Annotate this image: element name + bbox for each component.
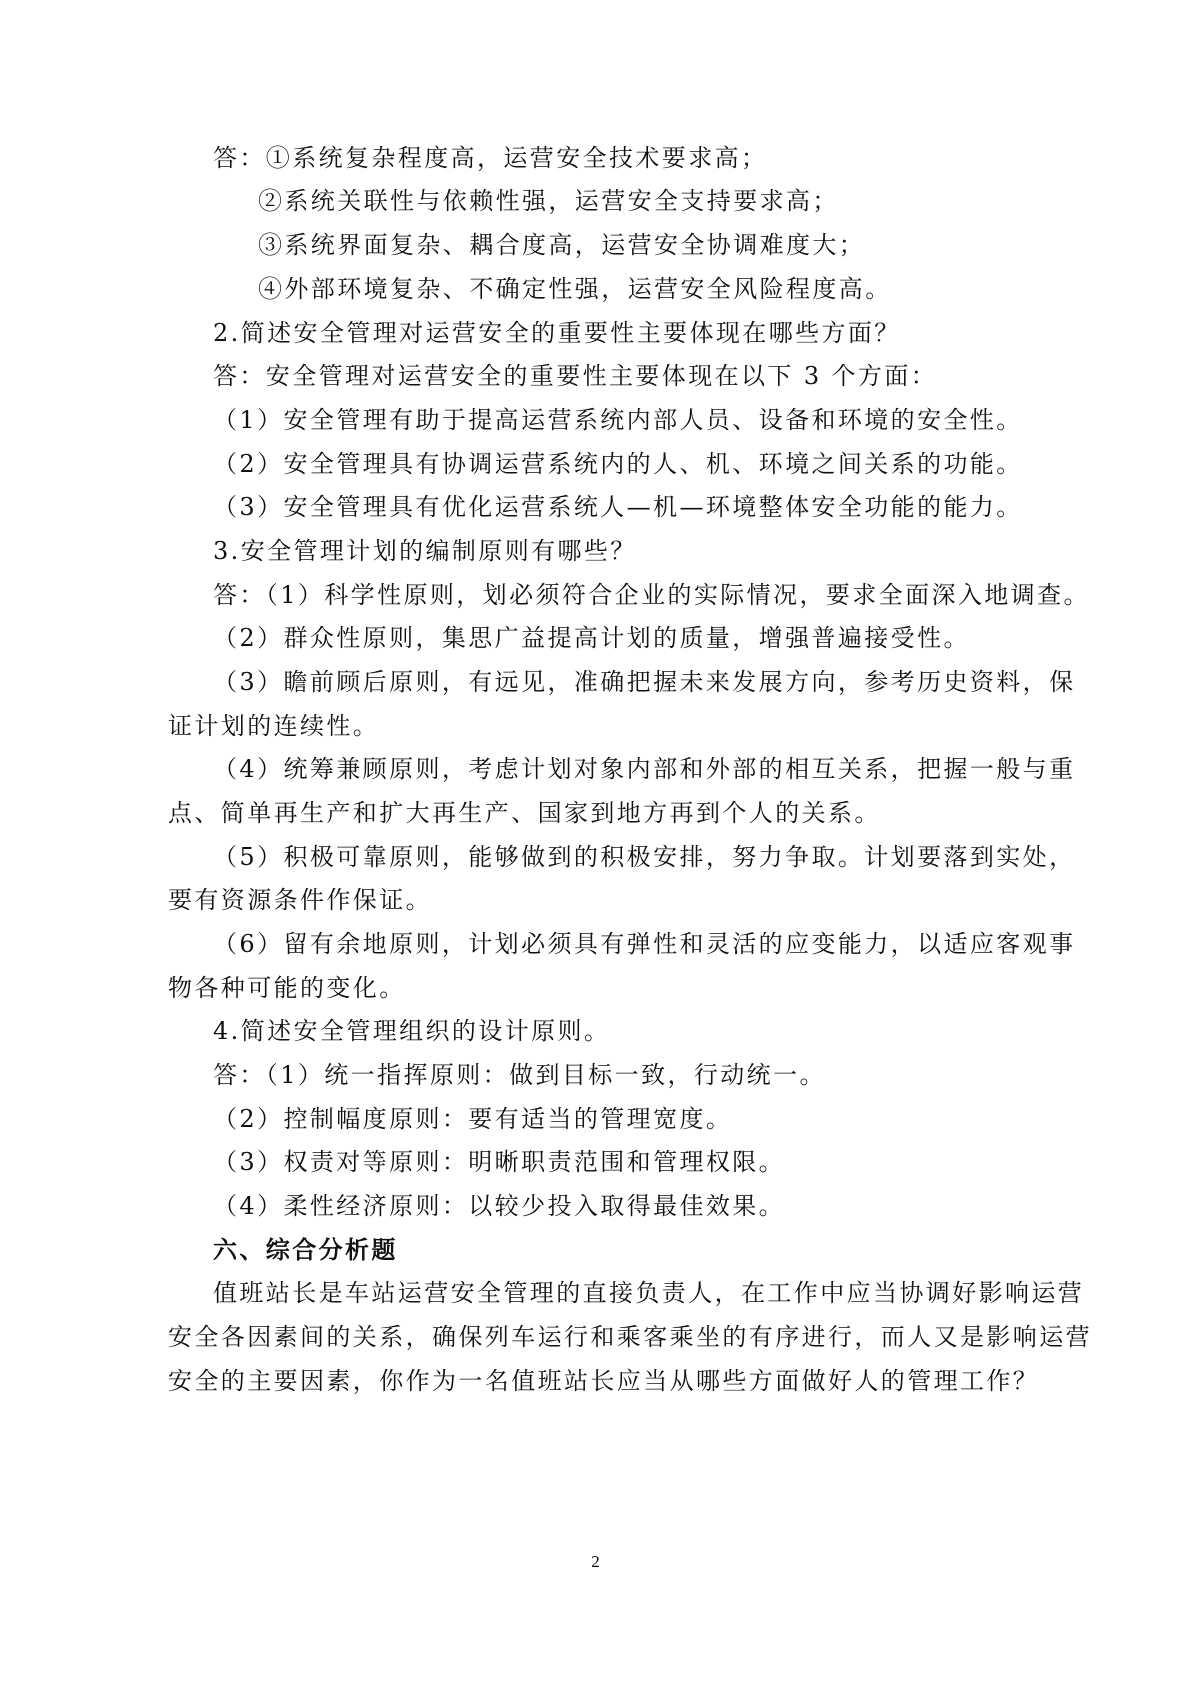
section-heading: 六、综合分析题	[213, 1235, 398, 1264]
answer-2-item-1: （1）安全管理有助于提高运营系统内部人员、设备和环境的安全性。	[213, 406, 1023, 434]
page-number: 2	[591, 1552, 600, 1571]
answer-2-item-3: （3）安全管理具有优化运营系统人—机—环境整体安全功能的能力。	[213, 493, 1023, 521]
answer-3-item-6-line-1: （6）留有余地原则，计划必须具有弹性和灵活的应变能力，以适应客观事	[213, 930, 1076, 958]
question-4: 4.简述安全管理组织的设计原则。	[213, 1017, 611, 1045]
answer-3-item-1: 答：（1）科学性原则，划必须符合企业的实际情况，要求全面深入地调查。	[213, 581, 1090, 609]
answer-3-item-6-line-2: 物各种可能的变化。	[168, 974, 406, 1002]
answer-3-item-3-line-2: 证计划的连续性。	[168, 712, 380, 740]
answer-3-item-2: （2）群众性原则，集思广益提高计划的质量，增强普遍接受性。	[213, 624, 970, 652]
analysis-paragraph-line-2: 安全各因素间的关系，确保列车运行和乘客乘坐的有序进行，而人又是影响运营	[168, 1323, 1092, 1351]
answer-4-item-4: （4）柔性经济原则：以较少投入取得最佳效果。	[213, 1192, 786, 1220]
question-2: 2.简述安全管理对运营安全的重要性主要体现在哪些方面？	[213, 319, 901, 347]
answer-3-item-3-line-1: （3）瞻前顾后原则，有远见，准确把握未来发展方向，参考历史资料，保	[213, 668, 1076, 696]
answer-4-item-1: 答：（1）统一指挥原则：做到目标一致，行动统一。	[213, 1061, 826, 1089]
answer-3-item-5-line-1: （5）积极可靠原则，能够做到的积极安排，努力争取。计划要落到实处，	[213, 843, 1076, 871]
answer-4-item-2: （2）控制幅度原则：要有适当的管理宽度。	[213, 1105, 733, 1133]
answer-1-line-1: 答：①系统复杂程度高，运营安全技术要求高；	[213, 144, 768, 172]
analysis-paragraph-line-3: 安全的主要因素，你作为一名值班站长应当从哪些方面做好人的管理工作？	[168, 1367, 1040, 1395]
answer-1-line-2: ②系统关联性与依赖性强，运营安全支持要求高；	[258, 187, 839, 215]
answer-2-item-2: （2）安全管理具有协调运营系统内的人、机、环境之间关系的功能。	[213, 450, 1023, 478]
answer-3-item-4-line-1: （4）统筹兼顾原则，考虑计划对象内部和外部的相互关系，把握一般与重	[213, 755, 1076, 783]
answer-2-intro: 答：安全管理对运营安全的重要性主要体现在以下 3 个方面：	[213, 362, 938, 390]
question-3: 3.安全管理计划的编制原则有哪些？	[213, 537, 637, 565]
answer-3-item-5-line-2: 要有资源条件作保证。	[168, 886, 432, 914]
analysis-paragraph-line-1: 值班站长是车站运营安全管理的直接负责人，在工作中应当协调好影响运营	[213, 1279, 1085, 1307]
answer-1-line-3: ③系统界面复杂、耦合度高，运营安全协调难度大；	[258, 231, 866, 259]
answer-4-item-3: （3）权责对等原则：明晰职责范围和管理权限。	[213, 1148, 786, 1176]
answer-1-line-4: ④外部环境复杂、不确定性强，运营安全风险程度高。	[258, 275, 892, 303]
answer-3-item-4-line-2: 点、简单再生产和扩大再生产、国家到地方再到个人的关系。	[168, 799, 881, 827]
